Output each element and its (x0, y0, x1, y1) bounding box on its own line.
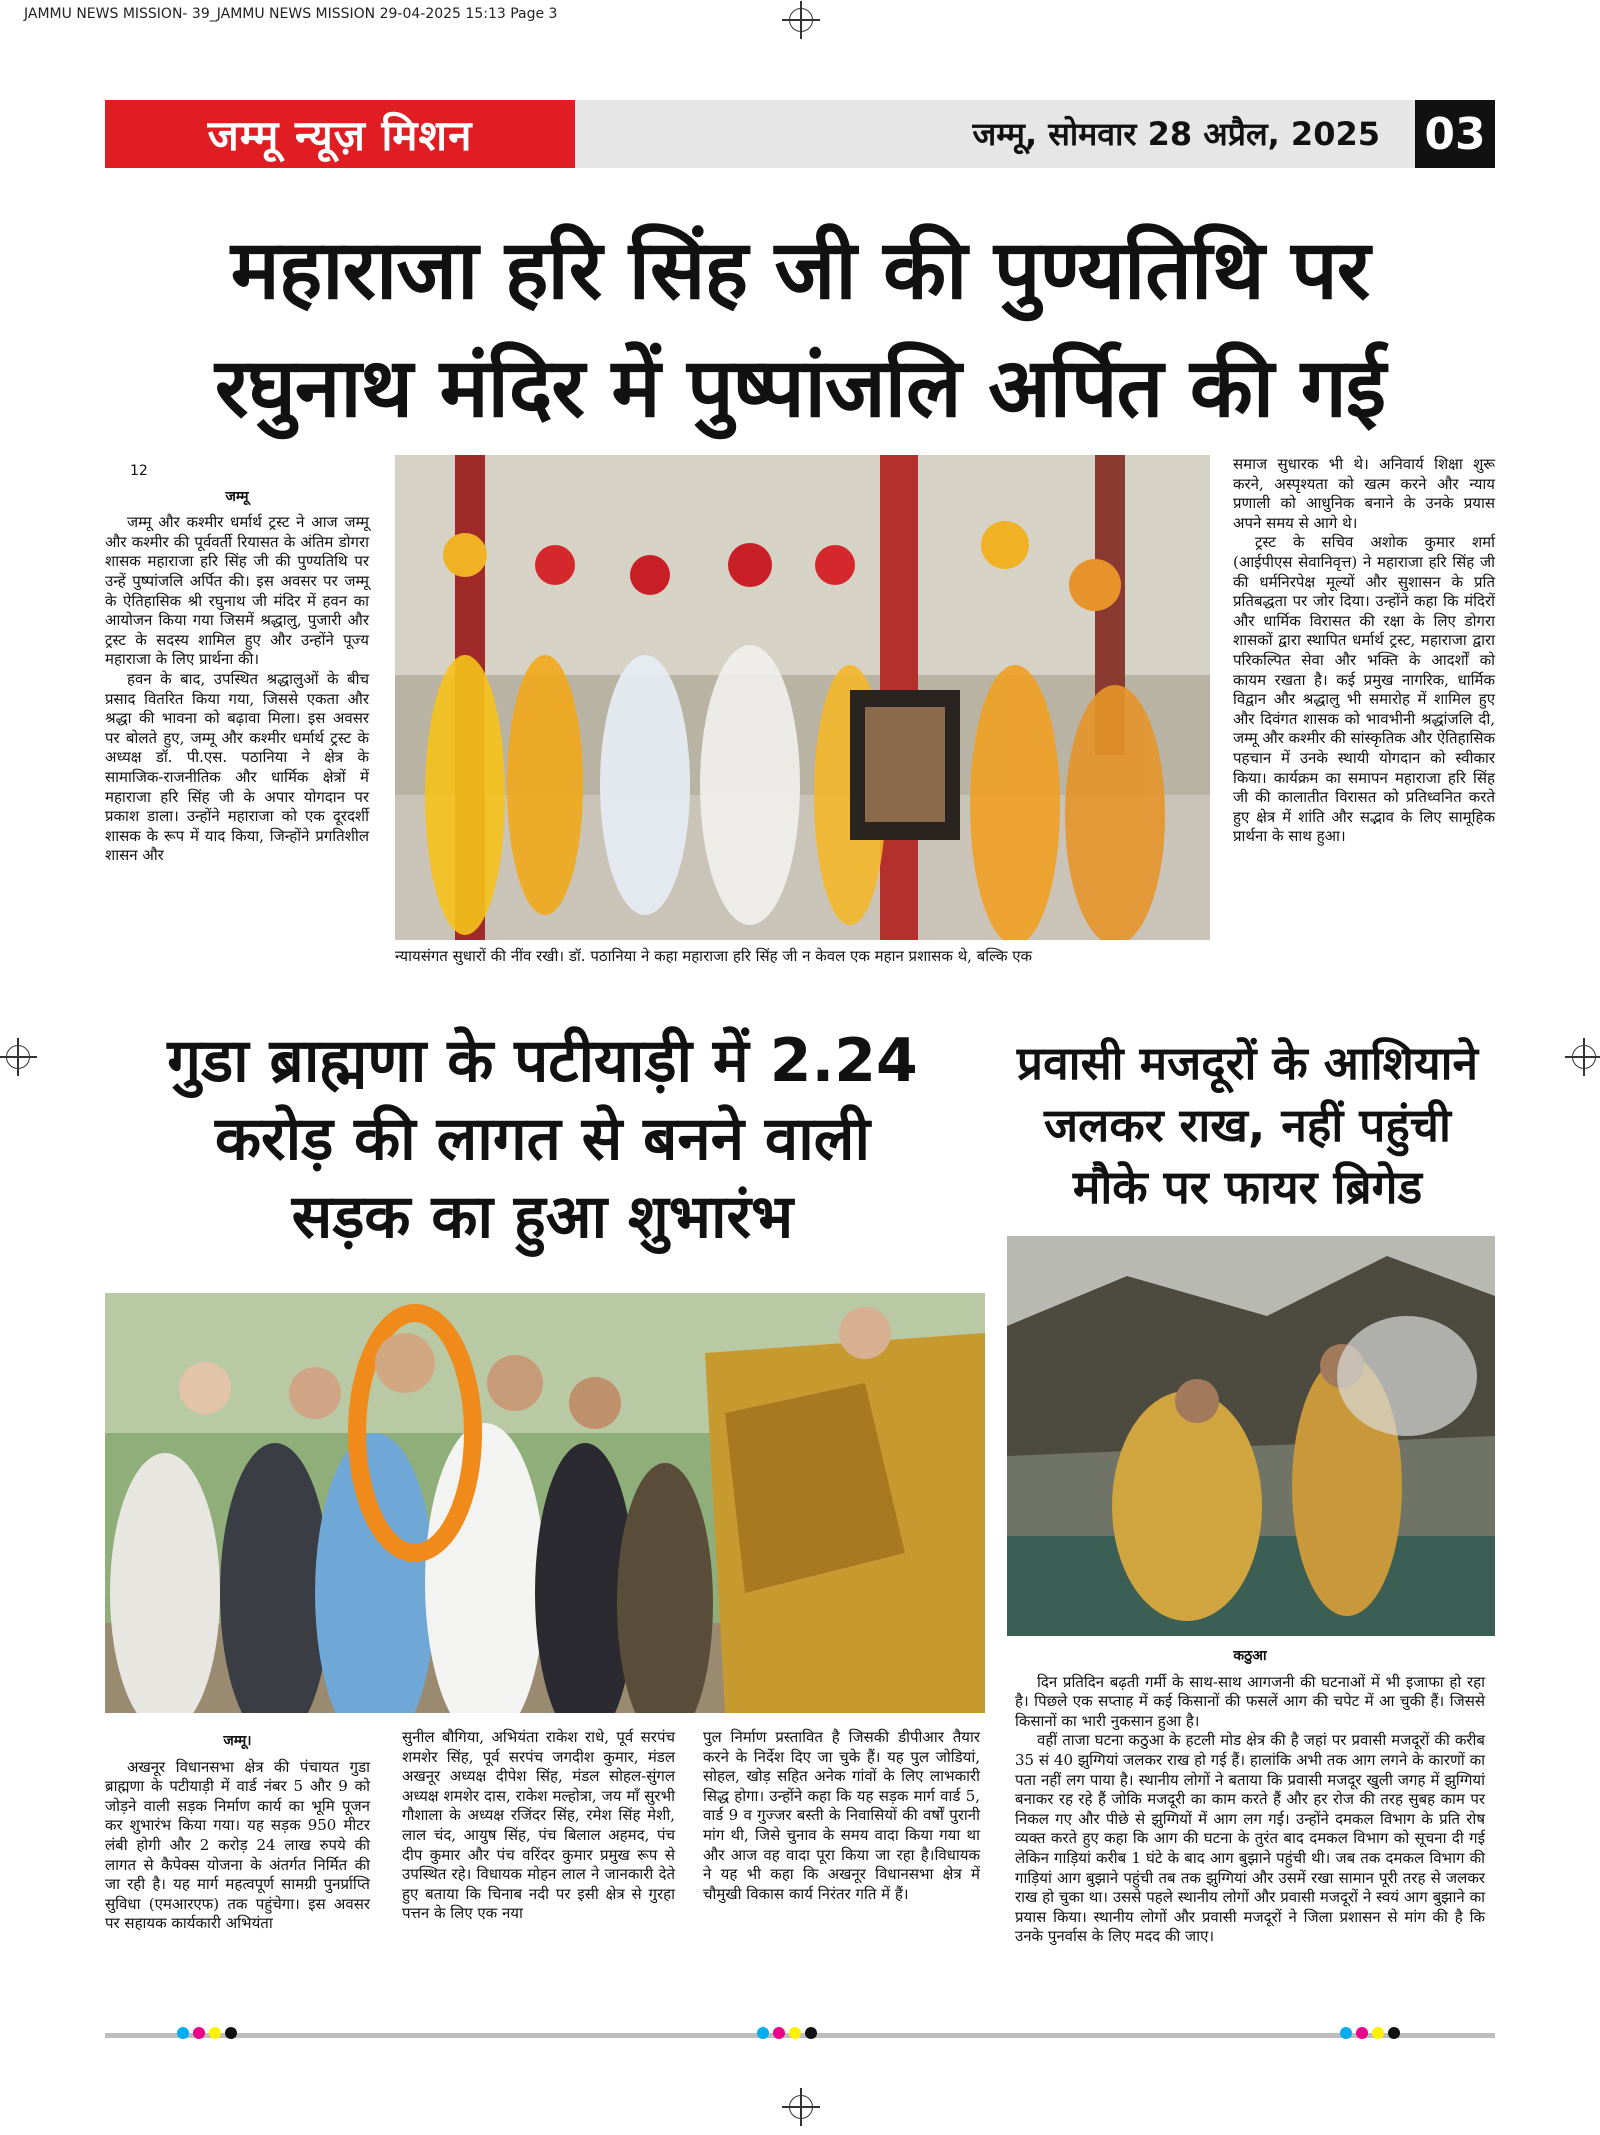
story2-column-1: जम्मू। अखनूर विधानसभा क्षेत्र की पंचायत गुडा ब्राह्मणा के पटीयाड़ी में वार्ड नंबर 5 और 9 को जोड़ने वाली सड़क निर्माण कार्य का भूमि पूजन कर शुभारंभ किया गया। यह सड़क 950 मीटर लंबी होगी और 2 करोड़ 24 लाख रुपये की लागत से कैपेक्स योजना के अंतर्गत निर्मित की जा रही है। यह मार्ग महत्वपूर्ण सामग्री पुनर्प्राप्ति सुविधा (एमआरएफ) तक पहुंचेगा। इस अवसर पर सहायक कार्यकारी अभियंता (105, 1733, 370, 1933)
story2-dateline: जम्मू। (223, 1733, 252, 1749)
color-bar-center (757, 2027, 817, 2039)
temple-tribute-photo (395, 455, 1210, 940)
story1-headline: महाराजा हरि सिंह जी की पुण्यतिथि पर रघुनाथ मंदिर में पुष्पांजलि अर्पित की गई (214, 223, 1386, 436)
road-inauguration-photo (105, 1293, 985, 1713)
color-bar-right (1340, 2027, 1400, 2039)
registration-mark-top (789, 8, 813, 32)
newspaper-logo: जम्मू न्यूज़ मिशन (105, 100, 575, 168)
page-number: 03 (1415, 100, 1495, 168)
registration-mark-bottom (789, 2095, 813, 2119)
story2-column-3: पुल निर्माण प्रस्तावित है जिसकी डीपीआर तैयार करने के निर्देश दिए जा चुके हैं। यह पुल जोडियां, सोहल, खोड़ सहित अनेक गांवों के लिए लाभकारी सिद्ध होगा। उन्होंने कहा कि यह सड़क मार्ग वार्ड 5, वार्ड 9 व गुज्जर बस्ती के निवासियों की वर्षों पुरानी मांग थी, जिसे चुनाव के समय वादा किया गया था और आज वह वादा पूरा किया जा रहा है।विधायक ने यह भी कहा कि अखनूर विधानसभा क्षेत्र में चौमुखी विकास कार्य निरंतर गति में हैं। (703, 1728, 980, 1903)
story3-dateline: कठुआ (1233, 1648, 1267, 1664)
story2-column-2: सुनील बौगिया, अभियंता राकेश राधे, पूर्व सरपंच शमशेर सिंह, पूर्व सरपंच जगदीश कुमार, मंडल अखनूर अध्यक्ष दीपेश सिंह, मंडल सोहल-सुंगल अध्यक्ष शमशेर दास, राकेश मल्होत्रा, जय माँ सुरभी गौशाला के अध्यक्ष रजिंदर सिंह, रमेश सिंह मेशी, लाल चंद, आयुष सिंह, पंच बिलाल अहमद, पंच दीप कुमार और पंच वरिंदर कुमार प्रमुख रूप से उपस्थित रहे। विधायक मोहन लाल ने जानकारी देते हुए बताया कि चिनाब नदी पर इसी क्षेत्र से गुरहा पत्तन के लिए एक नया (402, 1728, 675, 1923)
fire-scene-photo (1007, 1236, 1495, 1636)
story3-headline: प्रवासी मजदूरों के आशियाने जलकर राख, नहीं पहुंची मौके पर फायर ब्रिगेड (1016, 1036, 1479, 1214)
registration-mark-right (1572, 1045, 1596, 1069)
story1-right-column: समाज सुधारक भी थे। अनिवार्य शिक्षा शुरू करने, अस्पृश्यता को खत्म करने और न्याय प्रणाली को आधुनिक बनाने के उनके प्रयास अपने समय से आगे थे। ट्रस्ट के सचिव अशोक कुमार शर्मा (आईपीएस सेवानिवृत्त) ने महाराजा हरि सिंह जी की धर्मनिरपेक्ष मूल्यों और सुशासन के प्रति प्रतिबद्धता पर जोर दिया। उन्होंने कहा कि मंदिरों और धार्मिक विरासत की रक्षा के लिए डोगरा शासकों द्वारा स्थापित धर्मार्थ ट्रस्ट, महाराजा द्वारा परिकल्पित सेवा और भक्ति के आदर्शों को कायम रखता है। कई प्रमुख नागरिक, धार्मिक विद्वान और श्रद्धालु भी समारोह में शामिल हुए और दिवंगत शासक को भावभीनी श्रद्धांजलि दी, जम्मू और कश्मीर की सांस्कृतिक और ऐतिहासिक पहचान में उनके स्थायी योगदान को स्वीकार किया। कार्यक्रम का समापन महाराजा हरि सिंह जी की कालातीत विरासत को प्रतिध्वनित करते हुए क्षेत्र में शांति और सद्भाव के लिए सामूहिक प्रार्थना के साथ हुआ। (1233, 455, 1495, 846)
registration-mark-left (6, 1045, 30, 1069)
story1-dateline: जम्मू (225, 488, 249, 505)
story1-number: 12 (130, 463, 148, 479)
story1-caption-line: न्यायसंगत सुधारों की नींव रखी। डॉ. पठानिया ने कहा महाराजा हरि सिंह जी न केवल एक महान प्रशासक थे, बल्कि एक (395, 947, 1033, 965)
color-bar-left (177, 2027, 237, 2039)
issue-date: जम्मू, सोमवार 28 अप्रैल, 2025 (972, 115, 1380, 153)
story1-left-column: 12 जम्मू जम्मू और कश्मीर धर्मार्थ ट्रस्ट ने आज जम्मू और कश्मीर की पूर्ववर्ती रियासत के अंतिम डोगरा शासक महाराजा हरि सिंह जी की पुण्यतिथि पर उन्हें पुष्पांजलि अर्पित की। इस अवसर पर जम्मू के ऐतिहासिक श्री रघुनाथ जी मंदिर में हवन का आयोजन किया गया जिसमें श्रद्धालु, पुजारी और ट्रस्ट के सदस्य शामिल हुए और उन्होंने पूज्य महाराजा के लिए प्रार्थना की। हवन के बाद, उपस्थित श्रद्धालुओं के बीच प्रसाद वितरित किया गया, जिससे एकता और श्रद्धा की भावना को बढ़ावा मिला। इस अवसर पर बोलते हुए, जम्मू और कश्मीर धर्मार्थ ट्रस्ट के अध्यक्ष डॉ. पी.एस. पठानिया ने क्षेत्र के सामाजिक-राजनीतिक और धार्मिक क्षेत्रों में महाराजा हरि सिंह जी के अपार योगदान पर प्रकाश डाला। उन्होंने महाराजा को एक दूरदर्शी शासक के रूप में याद किया, जिन्होंने प्रगतिशील शासन और (105, 463, 369, 865)
story2-headline: गुडा ब्राह्मणा के पटीयाड़ी में 2.24 करोड़ की लागत से बनने वाली सड़क का हुआ शुभारंभ (167, 1026, 918, 1252)
story3-body: कठुआ दिन प्रतिदिन बढ़ती गर्मी के साथ-साथ आगजनी की घटनाओं में भी इजाफा हो रहा है। पिछले एक सप्ताह में कई किसानों की फसलें आग की चपेट में आ चुकी हैं। जिससे किसानों का भारी नुकसान हुआ है। वहीं ताजा घटना कठुआ के हटली मोड क्षेत्र की है जहां पर प्रवासी मजदूरों की करीब 35 सं 40 झुग्गियां जलकर राख हो गई हैं। हालांकि अभी तक आग लगने के कारणों का पता नहीं लग पाया है। स्थानीय लोगों ने बताया कि प्रवासी मजदूर खुली जगह में झुग्गियां बनाकर रह रहे हैं जोकि मजदूरी का काम करते हैं और हर रोज की तरह सुबह काम पर निकल गए और पीछे से झुग्गियों में आग लग गई। उन्होंने दमकल विभाग के प्रति रोष व्यक्त करते हुए कहा कि आग की घटना के तुरंत बाद दमकल विभाग को सूचना दी गई लेकिन गाड़ियां करीब 1 घंटे के बाद आग बुझाने पहुंची थी। जब तक दमकल विभाग की गाड़ियां आग बुझाने पहुंची तब तक झुग्गियां और उसमें रखा सामान पूरी तरह से जलकर राख हो चुका था। उससे पहले स्थानीय लोगों और प्रवासी मजदूरों ने स्वयं आग बुझाने का प्रयास किया। स्थानीय लोगों और प्रवासी मजदूरों ने जिला प्रशासन से मांग की है कि उनके पुनर्वास के लिए मदद की जाए। (1015, 1648, 1485, 1946)
print-slug: JAMMU NEWS MISSION- 39_JAMMU NEWS MISSION 29-04-2025 15:13 Page 3 (24, 6, 558, 22)
